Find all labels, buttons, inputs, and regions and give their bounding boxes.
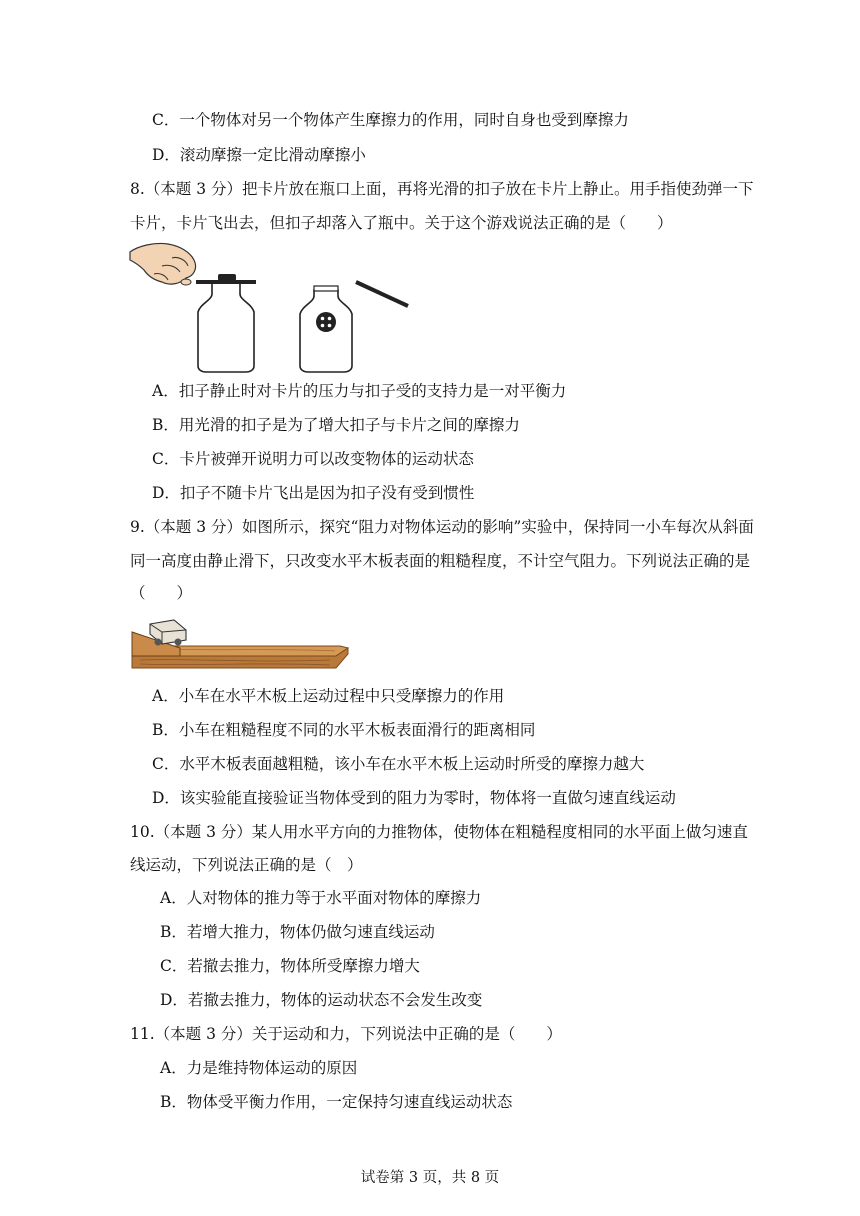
q10-option-a: A．人对物体的推力等于水平面对物体的摩擦力 [160,889,482,907]
q8-stem-line1: 8.（本题 3 分）把卡片放在瓶口上面，再将光滑的扣子放在卡片上静止。用手指使劲弹一下 [130,180,754,198]
q8-option-a: A．扣子静止时对卡片的压力与扣子受的支持力是一对平衡力 [152,382,567,400]
q9-stem-line2: 同一高度由静止滑下，只改变水平木板表面的粗糙程度，不计空气阻力。下列说法正确的是 [130,552,751,570]
q10-option-c: C．若撤去推力，物体所受摩擦力增大 [160,957,420,975]
q7-option-c: C．一个物体对另一个物体产生摩擦力的作用，同时自身也受到摩擦力 [152,111,629,129]
incline-with-cart-on-wooden-board-illustration [132,620,348,668]
page-footer: 试卷第 3 页，共 8 页 [360,1170,500,1186]
q9-option-d: D．该实验能直接验证当物体受到的阻力为零时，物体将一直做匀速直线运动 [152,789,676,807]
q11-stem-line1: 11.（本题 3 分）关于运动和力，下列说法中正确的是（ ） [130,1025,562,1043]
q9-option-b: B．小车在粗糙程度不同的水平木板表面滑行的距离相同 [152,721,536,739]
q10-stem-line2: 线运动，下列说法正确的是（ ） [130,856,363,874]
q11-option-b: B．物体受平衡力作用，一定保持匀速直线运动状态 [160,1093,513,1111]
q9-option-c: C．水平木板表面越粗糙，该小车在水平木板上运动时所受的摩擦力越大 [152,755,645,773]
q9-option-a: A．小车在水平木板上运动过程中只受摩擦力的作用 [152,687,505,705]
q10-stem-line1: 10.（本题 3 分）某人用水平方向的力推物体，使物体在粗糙程度相同的水平面上做匀速直 [130,823,748,841]
q8-stem-line2: 卡片，卡片飞出去，但扣子却落入了瓶中。关于这个游戏说法正确的是（ ） [130,214,673,232]
q8-option-b: B．用光滑的扣子是为了增大扣子与卡片之间的摩擦力 [152,416,520,434]
q7-option-d: D．滚动摩擦一定比滑动摩擦小 [152,146,366,164]
hand-flicking-card-illustration [130,243,196,285]
q8-option-c: C．卡片被弹开说明力可以改变物体的运动状态 [152,450,474,468]
q10-option-d: D．若撤去推力，物体的运动状态不会发生改变 [160,991,483,1009]
q10-option-b: B．若增大推力，物体仍做匀速直线运动 [160,923,435,941]
q11-option-a: A．力是维持物体运动的原因 [160,1059,358,1077]
q9-stem-line3: （ ） [130,584,193,602]
q9-stem-line1: 9.（本题 3 分）如图所示，探究“阻力对物体运动的影响”实验中，保持同一小车每次从斜面 [130,518,754,536]
bottle-with-card-and-button-illustration [196,274,256,372]
bottle-with-button-inside-illustration [300,282,408,372]
q8-figure [128,238,418,376]
q9-figure [130,616,350,672]
q8-option-d: D．扣子不随卡片飞出是因为扣子没有受到惯性 [152,484,475,502]
